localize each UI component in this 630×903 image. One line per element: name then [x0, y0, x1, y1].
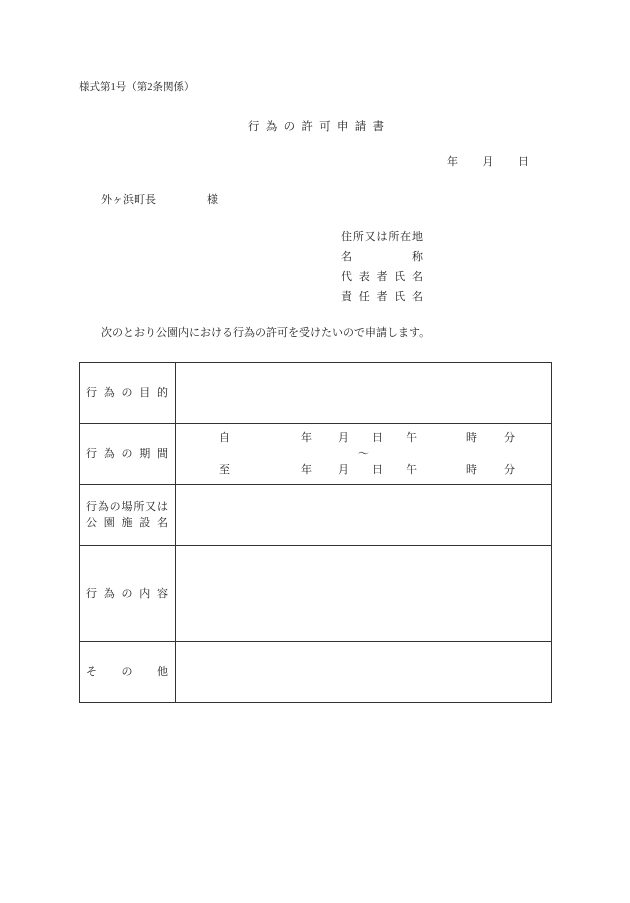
period-to-month: 月: [338, 464, 349, 476]
period-to-ampm: 午: [406, 464, 417, 476]
location-label-cell: [80, 485, 176, 546]
period-tilde: ～: [358, 448, 369, 460]
applicant-address-label: 住 所 又 は 所 在 地: [341, 231, 423, 243]
other-field: [176, 642, 552, 703]
content-label: 行 為 の 内 容: [86, 587, 168, 600]
table-row-location: [80, 485, 552, 546]
period-from-year: 年: [301, 432, 312, 444]
table-row-other: [80, 642, 552, 703]
addressee-name: 外ヶ浜町長: [101, 194, 156, 206]
other-label: そ の 他: [86, 666, 168, 678]
period-to-year: 年: [301, 464, 312, 476]
content-label-cell: [80, 546, 176, 642]
date-line: 年 月 日: [447, 156, 529, 168]
period-label: 行 為 の 期 間: [86, 448, 168, 460]
period-from-month: 月: [338, 432, 349, 444]
addressee-honorific: 様: [207, 194, 218, 206]
table-row-purpose: [80, 363, 552, 424]
period-from-hour: 時: [466, 432, 477, 444]
period-from-ampm: 午: [406, 432, 417, 444]
applicant-responsible-label: 責 任 者 氏 名: [341, 291, 423, 303]
location-label-line2: 公 園 施 設 名: [86, 517, 168, 529]
period-to-label: 至: [219, 464, 230, 476]
table-row-period: [80, 424, 552, 485]
table-row-content: [80, 546, 552, 642]
location-field: [176, 485, 552, 546]
content-field: [176, 546, 552, 642]
period-field: [176, 424, 552, 485]
application-table: [79, 362, 552, 703]
purpose-label: 行 為 の 目 的: [86, 387, 168, 399]
purpose-label-cell: [80, 363, 176, 424]
period-label-cell: [80, 424, 176, 485]
period-to-minute: 分: [504, 464, 515, 476]
form-number: 様式第1号（第2条関係）: [79, 82, 195, 93]
page-title: 行 為 の 許 可 申 請 書: [248, 121, 384, 133]
period-to-day: 日: [372, 464, 383, 476]
applicant-representative-label: 代 表 者 氏 名: [341, 271, 423, 283]
other-label-cell: [80, 642, 176, 703]
period-to-hour: 時: [466, 464, 477, 476]
purpose-field: [176, 363, 552, 424]
period-box: [176, 424, 551, 484]
location-label-line1: 行 為 の 場 所 又 は: [86, 501, 168, 513]
period-from-day: 日: [372, 432, 383, 444]
applicant-name-label: 名 称: [341, 251, 423, 263]
period-from-minute: 分: [504, 432, 515, 444]
period-from-label: 自: [219, 432, 230, 444]
application-statement: 次のとおり公園内における行為の許可を受けたいので申請します。: [101, 327, 431, 339]
